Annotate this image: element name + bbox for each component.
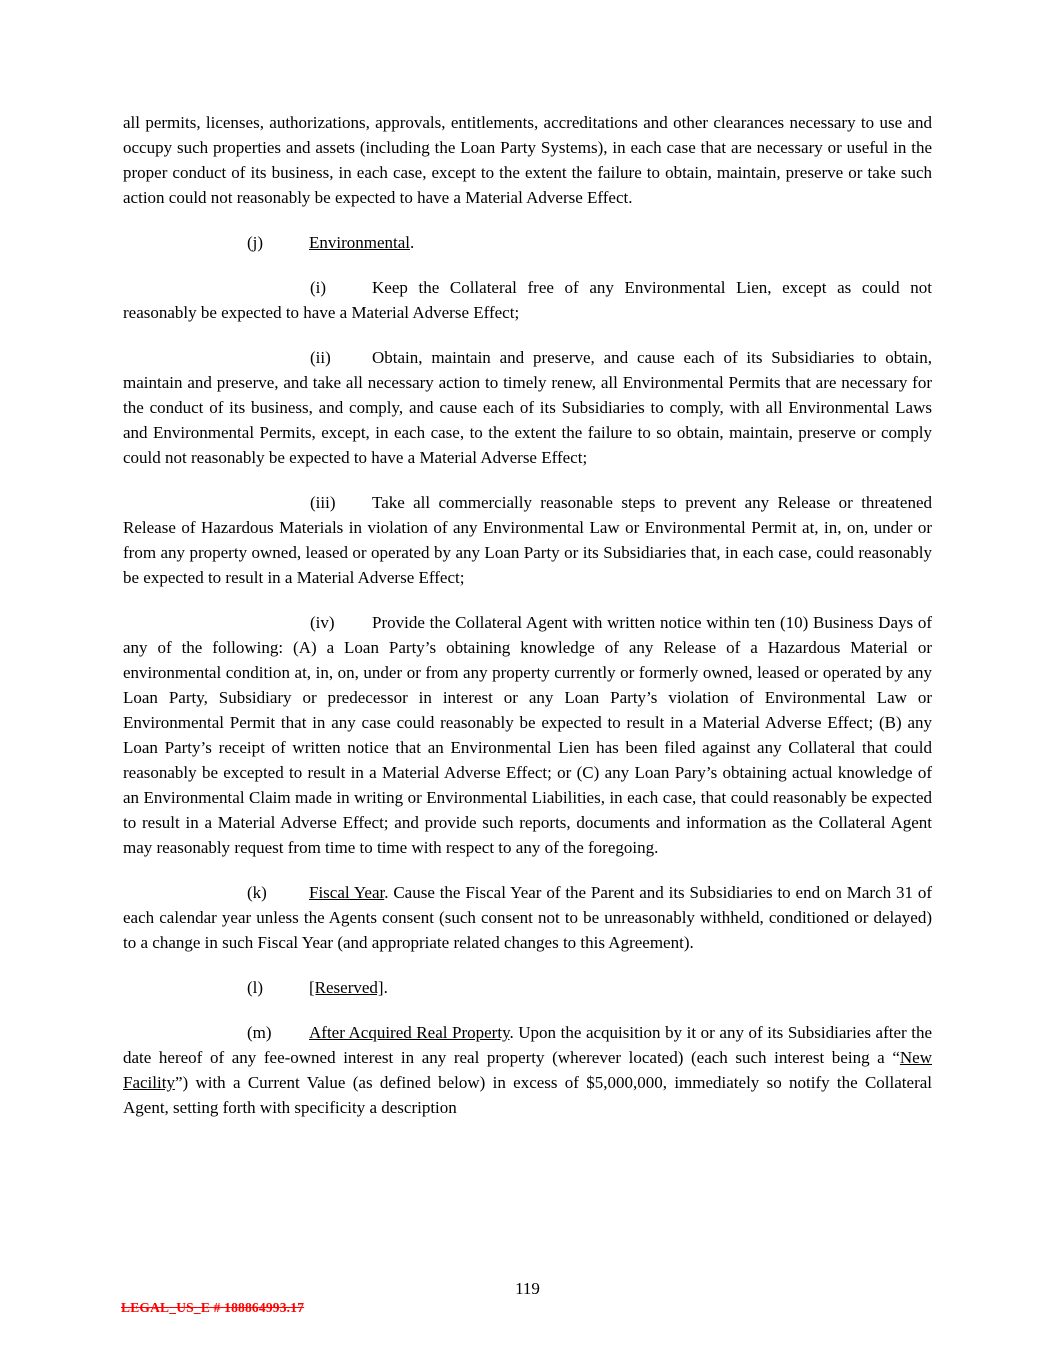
clause-m-defined-term: New Facility <box>123 1048 932 1092</box>
item-ii-label: (ii) <box>310 348 331 367</box>
clause-l <box>123 975 932 1000</box>
clause-j-item-i <box>123 275 932 325</box>
clause-j-item-iv <box>123 610 932 860</box>
item-iii-text: Take all commercially reasonable steps to prevent any Release or threatened Release of Hazardous Materials in violation of any Environmental Law or Environmental Permit at, in, on, under or from any property owned, leased or operated by any Loan Party or its Subsidiaries that, in each case, could reasonably be expected to result in a Material Adverse Effect; <box>123 493 932 587</box>
clause-j <box>123 230 932 255</box>
clause-m-text-1: . Upon the acquisition by it or any of its Subsidiaries after the date hereof of any fee-owned interest in any real property (wherever located) (each such interest being a “ <box>123 1023 932 1067</box>
clause-j-heading: Environmental <box>309 233 411 252</box>
legal-stamp: LEGAL_US_E # 188864993.17 <box>121 1300 305 1315</box>
page-number: 119 <box>515 1279 540 1298</box>
item-iv-text: Provide the Collateral Agent with written notice within ten (10) Business Days of any of the following: (A) a Loan Party’s obtaining knowledge of any Release of a Hazardous Material or environmental condition at, in, on, under or from any property currently or formerly owned, leased or operated by any Loan Party, Subsidiary or predecessor in interest or any Loan Party’s violation of Environmental Law or Environmental Permit that in any case could reasonably be expected to result in a Material Adverse Effect; (B) any Loan Party’s receipt of written notice that an Environmental Lien has been filed against any Collateral that could reasonably be excepted to result in a Material Adverse Effect; or (C) any Loan Pary’s obtaining actual knowledge of an Environmental Claim made in writing or Environmental Liabilities, in each case, that could reasonably be expected to result in a Material Adverse Effect; and provide such reports, documents and information as the Collateral Agent may reasonably request from time to time with respect to any of the foregoing. <box>123 613 932 857</box>
item-i-label: (i) <box>310 278 327 297</box>
item-iv-label: (iv) <box>310 613 335 632</box>
clause-k-label: (k) <box>247 883 267 902</box>
item-i-text: Keep the Collateral free of any Environmental Lien, except as could not reasonably be expected to have a Material Adverse Effect; <box>123 278 932 322</box>
clause-j-label: (j) <box>247 233 264 252</box>
document-body <box>123 110 932 1140</box>
clause-j-item-ii <box>123 345 932 470</box>
clause-m-heading: After Acquired Real Property <box>309 1023 510 1042</box>
clause-l-label: (l) <box>247 978 264 997</box>
item-iii-label: (iii) <box>310 493 336 512</box>
clause-k <box>123 880 932 955</box>
clause-l-heading: [Reserved] <box>309 978 384 997</box>
clause-m <box>123 1020 932 1120</box>
clause-m-text-2: ”) with a Current Value (as defined below) in excess of $5,000,000, immediately so notify the Collateral Agent, setting forth with specificity a description <box>123 1073 932 1117</box>
clause-m-label: (m) <box>247 1023 272 1042</box>
paragraph-continuation: all permits, licenses, authorizations, approvals, entitlements, accreditations and other clearances necessary to use and occupy such properties and assets (including the Loan Party Systems), in each case that are necessary or useful in the proper conduct of its business, in each case, except to the extent the failure to obtain, maintain, preserve or take such action could not reasonably be expected to have a Material Adverse Effect. <box>123 113 932 207</box>
clause-l-tail: . <box>383 978 388 997</box>
item-ii-text: Obtain, maintain and preserve, and cause each of its Subsidiaries to obtain, maintain and preserve, and take all necessary action to timely renew, all Environmental Permits that are necessary for the conduct of its business, and comply, and cause each of its Subsidiaries to comply, with all Environmental Laws and Environmental Permits, except, in each case, to the extent the failure to so obtain, maintain, preserve or comply could not reasonably be expected to have a Material Adverse Effect; <box>123 348 932 467</box>
clause-j-item-iii <box>123 490 932 590</box>
clause-j-tail: . <box>410 233 415 252</box>
clause-k-text: . Cause the Fiscal Year of the Parent and its Subsidiaries to end on March 31 of each calendar year unless the Agents consent (such consent not to be unreasonably withheld, conditioned or delayed) to a change in such Fiscal Year (and appropriate related changes to this Agreement). <box>123 883 932 952</box>
clause-k-heading: Fiscal Year <box>309 883 385 902</box>
